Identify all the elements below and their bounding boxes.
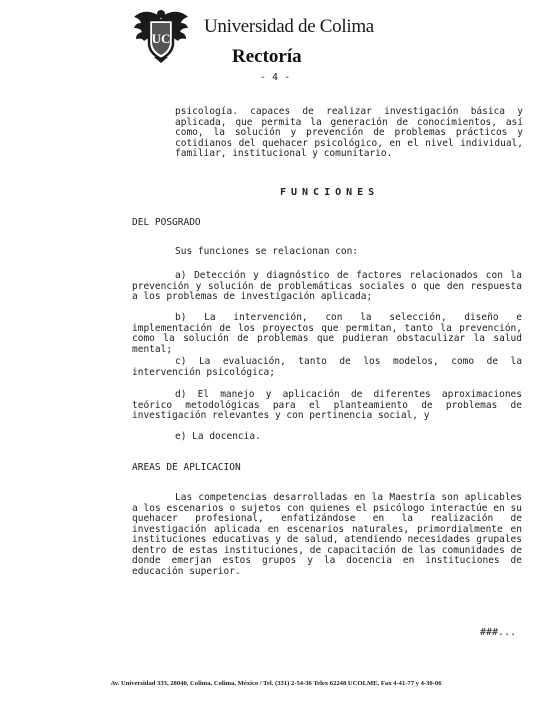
function-item-b: b) La intervención, con la selección, diseño e implementación de los proyectos que permitan, tanto la prevención, como la solución de problemas que pudieran obstaculizar la salud mental; <box>132 312 522 355</box>
areas-paragraph: Las competencias desarrolladas en la Maestría son aplicables a los escenarios o sujetos con quienes el psicólogo interactúe en su quehacer profesional, enfatizándose en la realización de investigación aplicada en escenarios naturales, primordialmente en instituciones educativas y de salud, atendiendo necesidades grupales dentro de estas instituciones, de capacitación de las comunidades de donde emerjan estos grupos y la docencia en instituciones de educación superior. <box>132 492 522 577</box>
function-item-e: e) La docencia. <box>175 431 261 442</box>
intro-paragraph: psicología. capaces de realizar investigación básica y aplicada, que permita la generación de conocimientos, así como, la solución y prevención de problemas prácticos y cotidianos del quehacer psicológico, en el nivel individual, familiar, institucional y comunitario. <box>175 106 523 159</box>
page-number: - 4 - <box>260 72 291 83</box>
function-item-d: d) El manejo y aplicación de diferentes aproximaciones teórico metodológicas para el planteamiento de problemas de investigación relevantes y con pertinencia social, y <box>132 389 522 421</box>
university-crest-icon <box>132 7 190 63</box>
svg-text:UC: UC <box>151 31 171 46</box>
function-item-c: c) La evaluación, tanto de los modelos, como de la intervención psicológica; <box>132 356 522 378</box>
office-title: Rectoría <box>232 46 302 67</box>
function-item-a: a) Detección y diagnóstico de factores relacionados con la prevención y solución de problemáticas sociales o que den respuesta a los problemas de investigación aplicada; <box>132 270 522 302</box>
functions-heading: FUNCIONES <box>280 187 380 198</box>
footer-address: Av. Universidad 333, 28040, Colima, Colima, México / Tel. (331) 2-54-36 Telex 62248 UCOLME, Fax 4-41-77 y 4-30-06 <box>110 680 442 687</box>
university-name: Universidad de Colima <box>204 16 374 37</box>
areas-heading: AREAS DE APLICACION <box>132 462 241 473</box>
posgrado-heading: DEL POSGRADO <box>132 217 201 228</box>
continuation-mark: ###... <box>480 627 517 638</box>
posgrado-lead: Sus funciones se relacionan con: <box>175 246 359 257</box>
